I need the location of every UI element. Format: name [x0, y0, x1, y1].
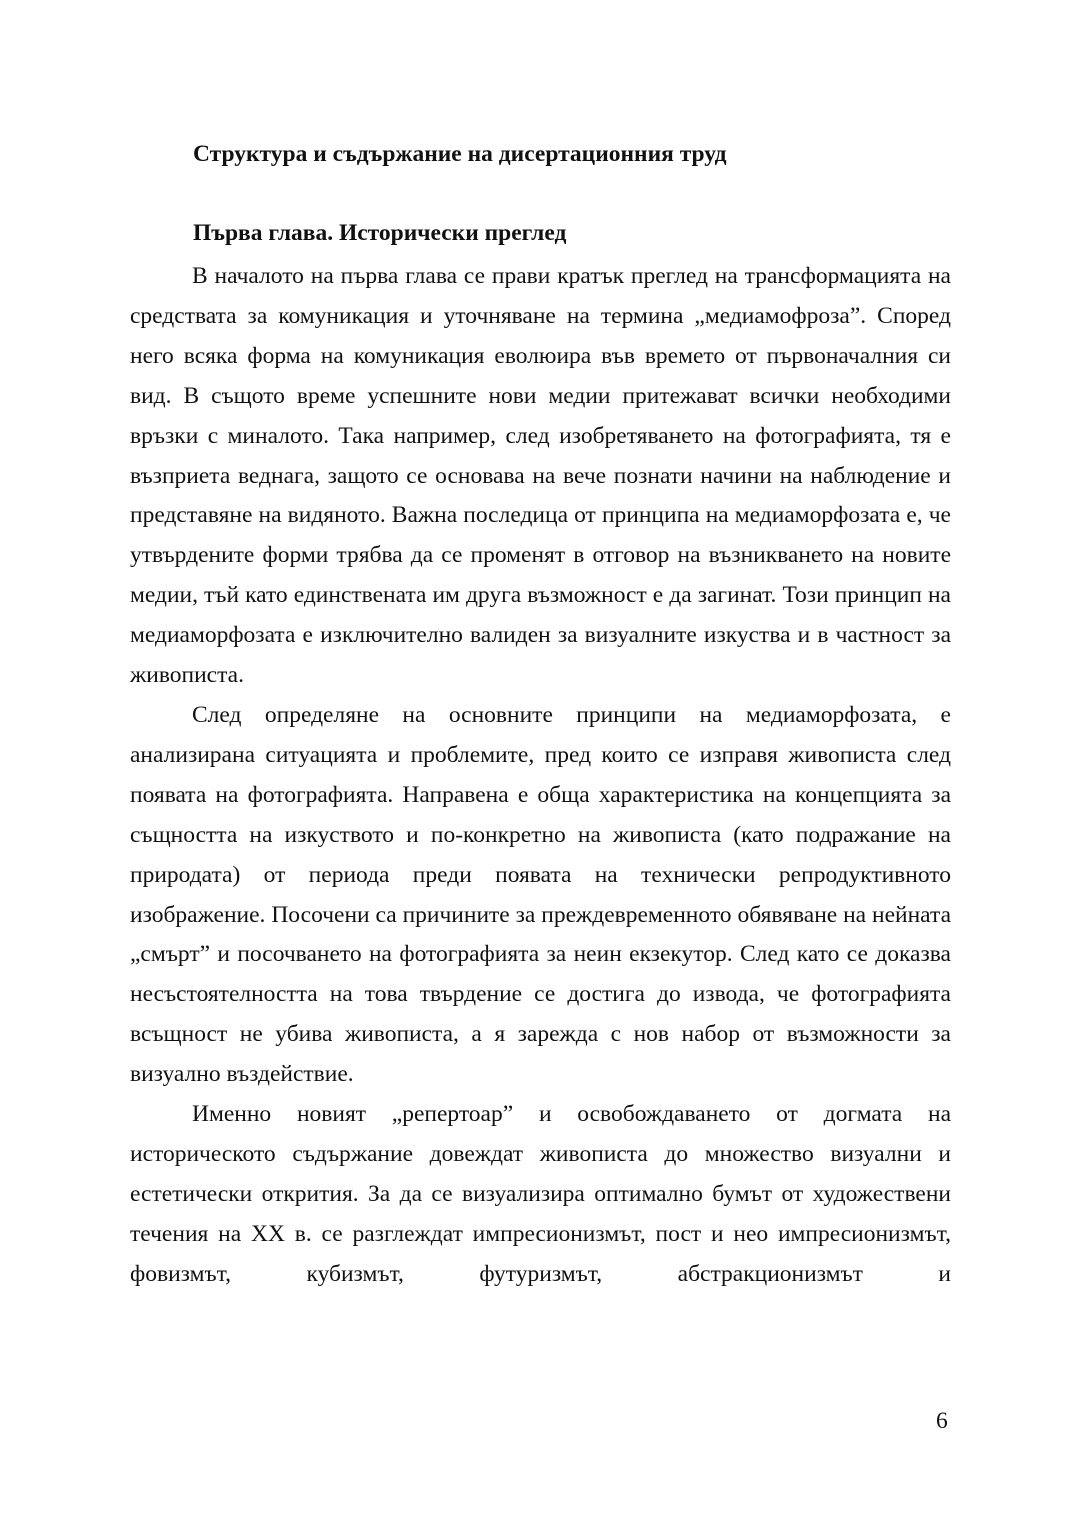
- body-text: [130, 257, 951, 1295]
- chapter-title: Първа глава. Исторически преглед: [193, 220, 567, 246]
- paragraph-1: В началото на първа глава се прави кратък преглед на трансформацията на средствата за комуникация и уточняване на термина „медиамофроза”. Според него всяка форма на комуникация еволюира във времето от първоначалния си вид. В същото време успешните нови медии притежават всички необходими връзки с миналото. Така например, след изобретяването на фотографията, тя е възприета веднага, защото се основава на вече познати начини на наблюдение и представяне на видяното. Важна последица от принципа на медиаморфозата е, че утвърдените форми трябва да се променят в отговор на възникването на новите медии, тъй като единствената им друга възможност е да загинат. Този принцип на медиаморфозата е изключително валиден за визуалните изкуства и в частност за живописта.: [130, 263, 951, 689]
- page-number: 6: [936, 1408, 948, 1434]
- section-title: Структура и съдържание на дисертационния труд: [193, 141, 727, 167]
- paragraph-3: Именно новият „репертоар” и освобождаването от догмата на историческото съдържание довеждат живописта до множество визуални и естетически открития. За да се визуализира оптимално бумът от художествени течения на ХХ в. се разглеждат импресионизмът, пост и нео импресионизмът, фовизмът, кубизмът, футуризмът, абстракционизмът и: [130, 1101, 951, 1287]
- paragraph-2: След определяне на основните принципи на медиаморфозата, е анализирана ситуацията и проблемите, пред които се изправя живописта след появата на фотографията. Направена е обща характеристика на концепцията за същността на изкуството и по-конкретно на живописта (като подражание на природата) от периода преди появата на технически репродуктивното изображение. Посочени са причините за преждевременното обявяване на нейната „смърт” и посочването на фотографията за неин екзекутор. След като се доказва несъстоятелността на това твърдение се достига до извода, че фотографията всъщност не убива живописта, а я зарежда с нов набор от възможности за визуално въздействие.: [130, 701, 951, 1088]
